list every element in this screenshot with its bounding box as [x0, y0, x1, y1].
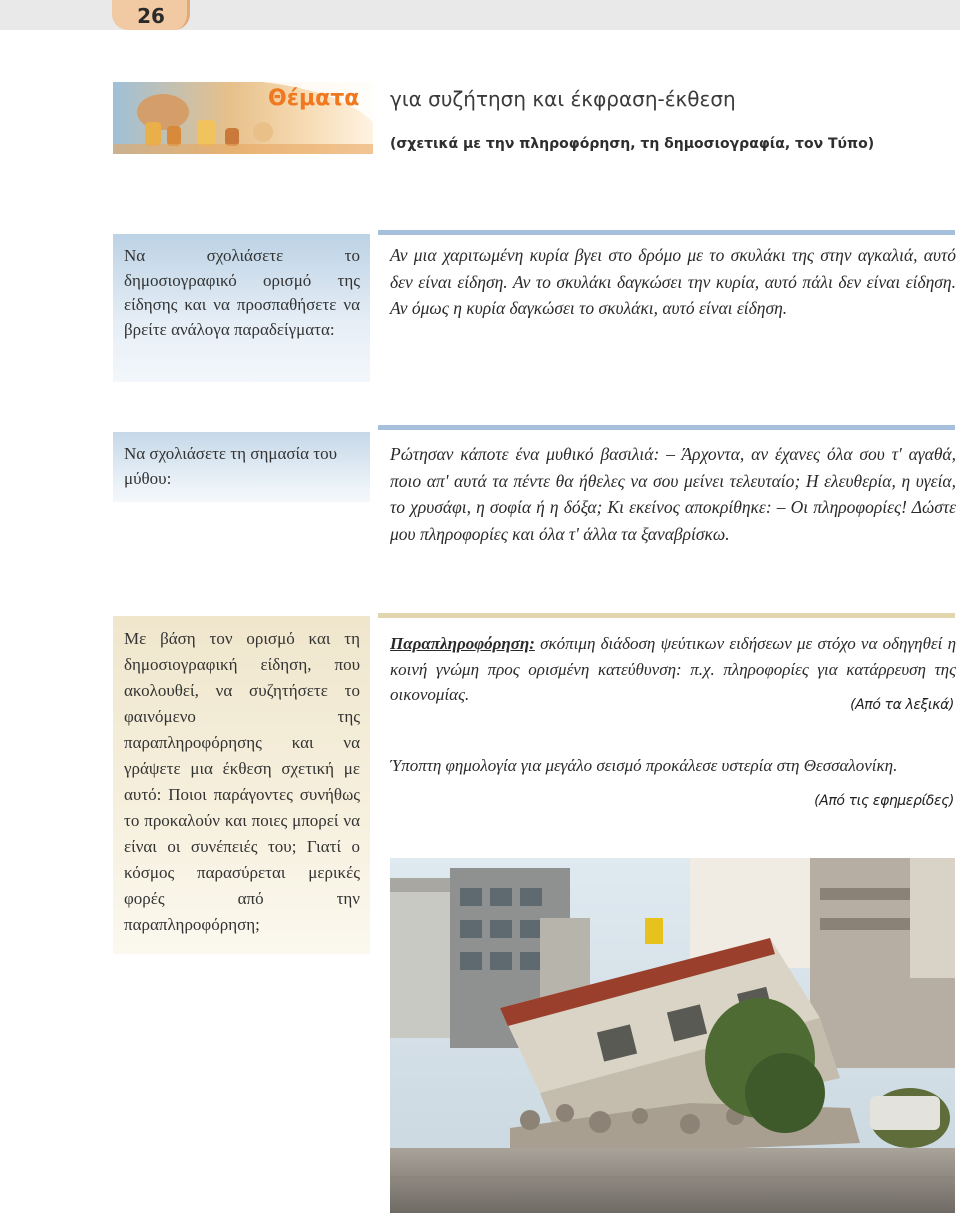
quote-text-2: Ρώτησαν κάποτε ένα μυθικό βασιλιά: – Άρχοντα, αν έχανες όλα σου τ' αγαθά, ποιο απ' αυτά τα πέντε θα ήθελες να σου μείνει τελευταίο; Η ελευθερία, η υγεία, το χρυσάφι, η σοφία ή η δόξα; Κι εκείνος αποκρίθηκε: – Οι πληροφορίες! Δώστε μου πληροφορίες και όλα τ' άλλα τα ξαναβρίσκω.: [390, 444, 956, 544]
quote-text-1: Αν μια χαριτωμένη κυρία βγει στο δρόμο με το σκυλάκι της στην αγκαλιά, αυτό δεν είναι είδηση. Αν το σκυλάκι δαγκώσει την κυρία, αυτό πάλι δεν είναι είδηση. Αν όμως η κυρία δαγκώσει το σκυλάκι, αυτό είναι είδηση.: [390, 245, 956, 318]
divider-rule-3: [378, 613, 955, 618]
question-box-1: Να σχολιάσετε το δημοσιογραφικό ορισμό της είδησης και να προσπαθήσετε να βρείτε ανάλογα παραδείγματα:: [113, 234, 370, 382]
page-number-tab: [112, 0, 190, 30]
definition-term: Παραπληροφόρηση:: [390, 634, 535, 653]
question-box-2: Να σχολιάσετε τη σημασία του μύθου:: [113, 432, 370, 502]
page-number: 26: [137, 4, 165, 28]
divider-rule-1: [378, 230, 955, 235]
theme-title-highlight: Θέματα: [268, 86, 360, 111]
definition-text: σκόπιμη διάδοση ψεύτικων ειδήσεων με στόχο να οδηγηθεί η κοινή γνώμη προς ορισμένη κατεύθυνση: π.χ. πληροφορίες για κατάρρευση της οικονομίας.: [390, 634, 957, 704]
definition-source: (Από τα λεξικά): [850, 697, 954, 713]
earthquake-photo: [390, 858, 955, 1213]
divider-rule-2: [378, 425, 955, 430]
theme-subtitle: (σχετικά με την πληροφόρηση, τη δημοσιογραφία, τον Τύπο): [390, 136, 875, 152]
theme-title: για συζήτηση και έκφραση-έκθεση: [390, 87, 736, 111]
news-source: (Από τις εφημερίδες): [814, 793, 954, 809]
question-box-3: Με βάση τον ορισμό και τη δημοσιογραφική είδηση, που ακολουθεί, να συζητήσετε το φαινόμενο της παραπληροφόρησης και να γράψετε μια έκθεση σχετική με αυτό: Ποιοι παράγοντες συνήθως το προκαλούν και ποιες μπορεί να είναι οι συνέπειές του; Γιατί ο κόσμος παρασύρεται μερικές φορές από την παραπληροφόρηση;: [113, 616, 370, 954]
collapsed-building-illustration: [390, 858, 955, 1213]
news-text: Ύποπτη φημολογία για μεγάλο σεισμό προκάλεσε υστερία στη Θεσσαλονίκη.: [390, 756, 898, 775]
